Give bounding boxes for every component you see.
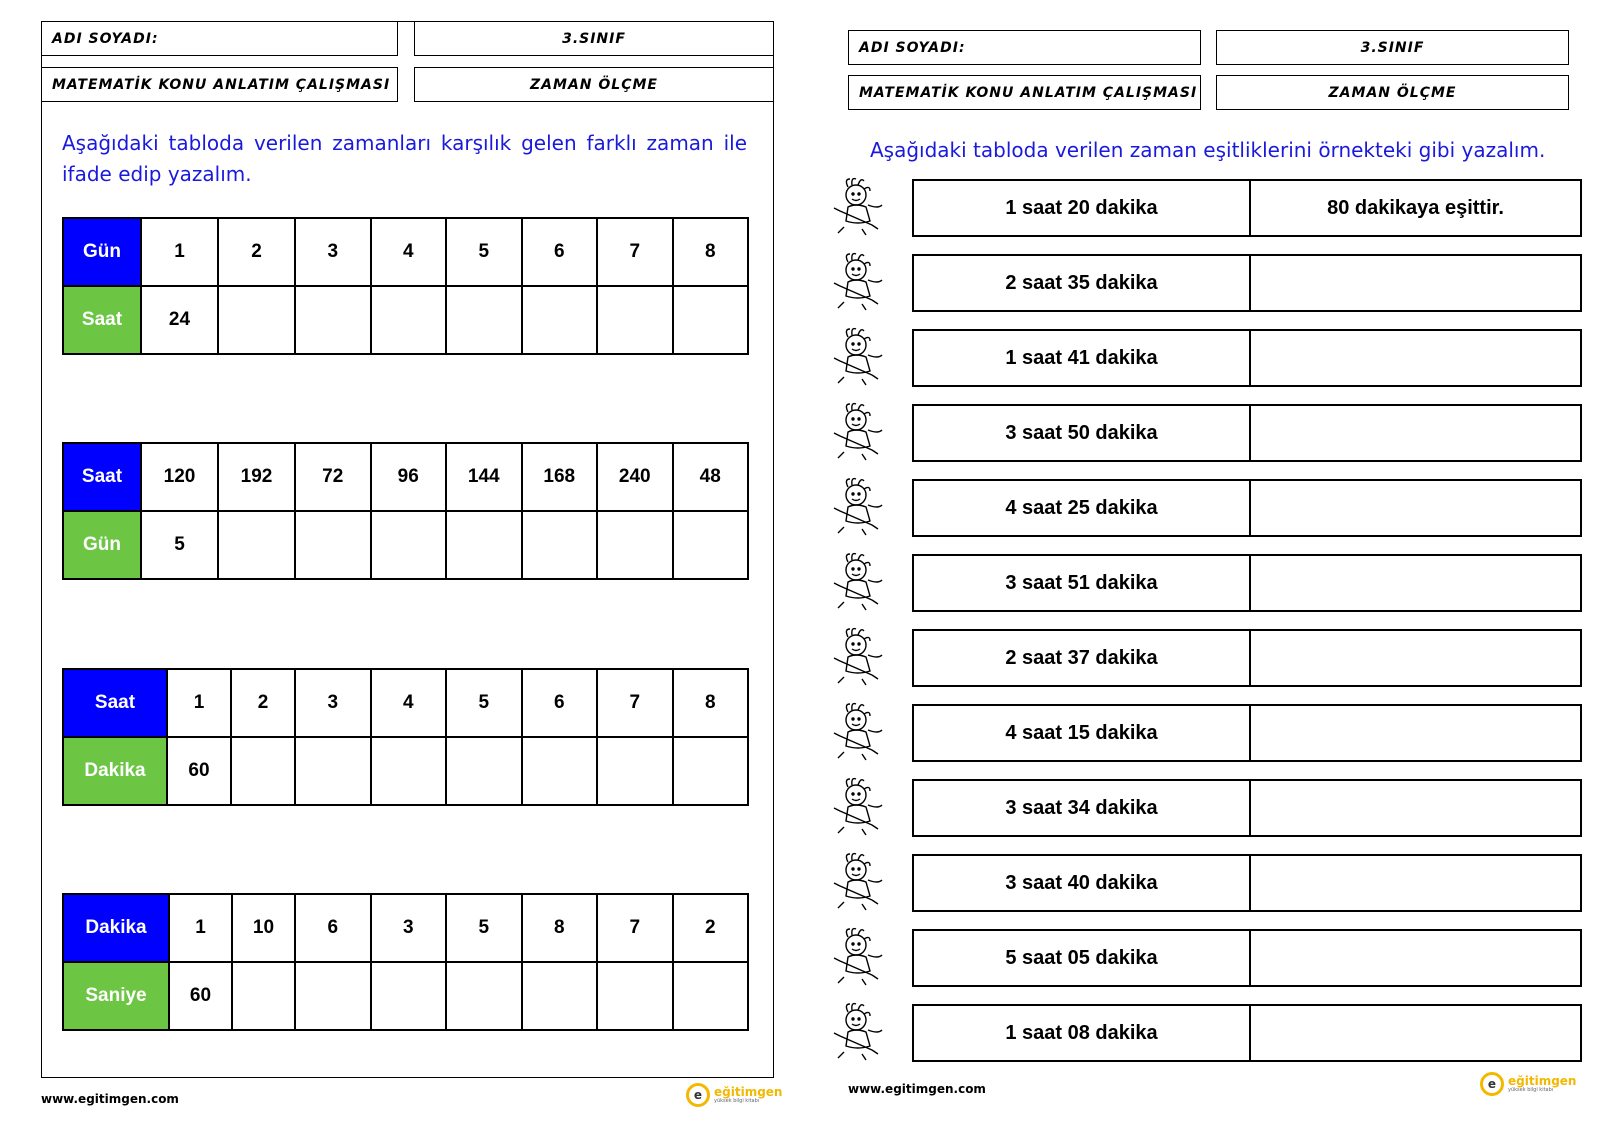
left-class-box	[414, 21, 774, 56]
conversion-table-4	[62, 893, 749, 1031]
row-header: Dakika	[63, 894, 169, 962]
table-row	[63, 218, 748, 286]
time-question: 3 saat 34 dakika	[914, 781, 1251, 835]
equality-row	[912, 179, 1582, 237]
logo-icon: e	[1480, 1072, 1504, 1096]
kid-pencil-icon	[826, 177, 888, 237]
given-value-cell: 3	[295, 218, 371, 286]
answer-cell: 5	[141, 511, 218, 579]
right-logo	[1480, 1072, 1576, 1096]
kid-pencil-icon	[826, 402, 888, 462]
table-row	[63, 669, 748, 737]
equality-row	[912, 629, 1582, 687]
given-value-cell: 6	[522, 669, 598, 737]
time-question: 1 saat 20 dakika	[914, 181, 1251, 235]
equality-row	[912, 479, 1582, 537]
given-value-cell: 2	[231, 669, 295, 737]
answer-field[interactable]	[1251, 556, 1580, 610]
logo-sub: yüksek bilgi kitabı	[1508, 1087, 1554, 1093]
given-value-cell: 72	[295, 443, 371, 511]
given-value-cell: 8	[522, 894, 598, 962]
given-value-cell: 168	[522, 443, 598, 511]
given-value-cell: 144	[446, 443, 522, 511]
left-title-box	[41, 67, 398, 102]
given-value-cell: 1	[141, 218, 218, 286]
time-question: 1 saat 41 dakika	[914, 331, 1251, 385]
topic-label: ZAMAN ÖLÇME	[530, 76, 658, 93]
equality-row	[912, 1004, 1582, 1062]
answer-cell[interactable]	[446, 962, 522, 1030]
answer-cell[interactable]	[218, 286, 295, 354]
left-footer-url[interactable]: www.egitimgen.com	[41, 1092, 179, 1106]
given-value-cell: 1	[169, 894, 232, 962]
answer-cell[interactable]	[218, 511, 295, 579]
right-footer-url[interactable]: www.egitimgen.com	[848, 1082, 986, 1096]
answer-cell[interactable]	[597, 286, 673, 354]
answer-field[interactable]	[1251, 331, 1580, 385]
logo-text-b: gen	[757, 1085, 783, 1099]
given-value-cell: 1	[167, 669, 231, 737]
answer-cell[interactable]	[673, 511, 749, 579]
answer-cell[interactable]	[295, 962, 371, 1030]
answer-cell[interactable]	[522, 286, 598, 354]
logo-text-a: eğitim	[714, 1085, 758, 1099]
equality-row	[912, 854, 1582, 912]
name-label: ADI SOYADI:	[52, 30, 159, 47]
given-value-cell: 8	[673, 669, 749, 737]
left-instruction: Aşağıdaki tabloda verilen zamanları karşılık gelen farklı zaman ile ifade edip yazalım.	[62, 131, 747, 186]
kid-pencil-icon	[826, 852, 888, 912]
time-question: 4 saat 15 dakika	[914, 706, 1251, 760]
given-value-cell: 4	[371, 218, 447, 286]
table-row	[63, 894, 748, 962]
answer-field[interactable]	[1251, 406, 1580, 460]
answer-cell: 60	[167, 737, 231, 805]
kid-pencil-icon	[826, 252, 888, 312]
kid-pencil-icon	[826, 627, 888, 687]
answer-cell[interactable]	[295, 737, 371, 805]
given-value-cell: 240	[597, 443, 673, 511]
answer-cell[interactable]	[597, 737, 673, 805]
answer-cell[interactable]	[371, 962, 447, 1030]
time-question: 2 saat 37 dakika	[914, 631, 1251, 685]
answer-cell[interactable]	[597, 511, 673, 579]
given-value-cell: 3	[295, 669, 371, 737]
given-value-cell: 7	[597, 218, 673, 286]
time-question: 4 saat 25 dakika	[914, 481, 1251, 535]
answer-cell[interactable]	[673, 737, 749, 805]
given-value-cell: 4	[371, 669, 447, 737]
table-row	[63, 443, 748, 511]
answer-cell[interactable]	[231, 737, 295, 805]
answer-cell[interactable]	[522, 511, 598, 579]
time-question: 1 saat 08 dakika	[914, 1006, 1251, 1060]
table-row	[63, 511, 748, 579]
right-class-box	[1216, 30, 1569, 65]
worksheet-title: MATEMATİK KONU ANLATIM ÇALIŞMASI	[859, 84, 1198, 101]
table-row	[63, 737, 748, 805]
kid-pencil-icon	[826, 702, 888, 762]
time-question: 3 saat 40 dakika	[914, 856, 1251, 910]
answer-cell[interactable]	[446, 286, 522, 354]
answer-cell: 60	[169, 962, 232, 1030]
row-header: Saat	[63, 669, 167, 737]
answer-cell[interactable]	[522, 737, 598, 805]
given-value-cell: 3	[371, 894, 447, 962]
given-value-cell: 6	[522, 218, 598, 286]
logo-text-b: gen	[1551, 1074, 1577, 1088]
time-question: 5 saat 05 dakika	[914, 931, 1251, 985]
row-header: Dakika	[63, 737, 167, 805]
kid-pencil-icon	[826, 477, 888, 537]
answer-field[interactable]	[1251, 781, 1580, 835]
given-value-cell: 192	[218, 443, 295, 511]
name-label: ADI SOYADI:	[859, 39, 966, 56]
answer-cell[interactable]	[446, 511, 522, 579]
time-question: 3 saat 51 dakika	[914, 556, 1251, 610]
answer-cell[interactable]	[673, 962, 749, 1030]
answer-field[interactable]	[1251, 256, 1580, 310]
left-name-field[interactable]	[41, 21, 398, 56]
left-topic-box	[414, 67, 774, 102]
answer-field[interactable]	[1251, 1006, 1580, 1060]
answer-cell: 24	[141, 286, 218, 354]
logo-text-a: eğitim	[1508, 1074, 1552, 1088]
answer-field[interactable]	[1251, 856, 1580, 910]
class-label: 3.SINIF	[562, 30, 626, 47]
answer-cell[interactable]	[371, 737, 447, 805]
equality-row	[912, 704, 1582, 762]
answer-cell[interactable]	[295, 286, 371, 354]
given-value-cell: 5	[446, 669, 522, 737]
kid-pencil-icon	[826, 777, 888, 837]
answer-field[interactable]	[1251, 931, 1580, 985]
row-header: Saat	[63, 286, 141, 354]
conversion-table-3	[62, 668, 749, 806]
row-header: Gün	[63, 511, 141, 579]
table-row	[63, 286, 748, 354]
given-value-cell: 2	[218, 218, 295, 286]
given-value-cell: 5	[446, 218, 522, 286]
answer-field[interactable]	[1251, 481, 1580, 535]
given-value-cell: 10	[232, 894, 295, 962]
table-row	[63, 962, 748, 1030]
answer-cell[interactable]	[446, 737, 522, 805]
given-value-cell: 7	[597, 669, 673, 737]
kid-pencil-icon	[826, 552, 888, 612]
equality-row	[912, 929, 1582, 987]
kid-pencil-icon	[826, 1002, 888, 1062]
answer-cell[interactable]	[232, 962, 295, 1030]
conversion-table-2	[62, 442, 749, 580]
given-value-cell: 6	[295, 894, 371, 962]
right-title-box	[848, 75, 1201, 110]
logo-icon: e	[686, 1083, 710, 1107]
equality-row	[912, 554, 1582, 612]
right-name-field[interactable]	[848, 30, 1201, 65]
given-value-cell: 48	[673, 443, 749, 511]
time-question: 3 saat 50 dakika	[914, 406, 1251, 460]
kid-pencil-icon	[826, 327, 888, 387]
given-value-cell: 7	[597, 894, 673, 962]
answer-field: 80 dakikaya eşittir.	[1327, 196, 1504, 219]
answer-cell[interactable]	[295, 511, 371, 579]
equality-row	[912, 779, 1582, 837]
given-value-cell: 96	[371, 443, 447, 511]
right-instruction: Aşağıdaki tabloda verilen zaman eşitliklerini örnekteki gibi yazalım.	[870, 138, 1546, 162]
answer-cell[interactable]	[371, 286, 447, 354]
answer-cell[interactable]	[597, 962, 673, 1030]
equality-row	[912, 404, 1582, 462]
left-logo	[686, 1083, 782, 1107]
answer-cell[interactable]	[371, 511, 447, 579]
conversion-table-1	[62, 217, 749, 355]
given-value-cell: 120	[141, 443, 218, 511]
given-value-cell: 8	[673, 218, 749, 286]
equality-row	[912, 254, 1582, 312]
class-label: 3.SINIF	[1360, 39, 1425, 56]
given-value-cell: 5	[446, 894, 522, 962]
row-header: Saat	[63, 443, 141, 511]
answer-cell[interactable]	[522, 962, 598, 1030]
right-topic-box	[1216, 75, 1569, 110]
answer-field[interactable]	[1251, 706, 1580, 760]
answer-field[interactable]	[1251, 631, 1580, 685]
worksheet-title: MATEMATİK KONU ANLATIM ÇALIŞMASI	[52, 76, 391, 93]
kid-pencil-icon	[826, 927, 888, 987]
row-header: Saniye	[63, 962, 169, 1030]
topic-label: ZAMAN ÖLÇME	[1328, 84, 1457, 101]
time-question: 2 saat 35 dakika	[914, 256, 1251, 310]
logo-sub: yüksek bilgi kitabı	[714, 1098, 760, 1104]
row-header: Gün	[63, 218, 141, 286]
equality-row	[912, 329, 1582, 387]
given-value-cell: 2	[673, 894, 749, 962]
answer-cell[interactable]	[673, 286, 749, 354]
